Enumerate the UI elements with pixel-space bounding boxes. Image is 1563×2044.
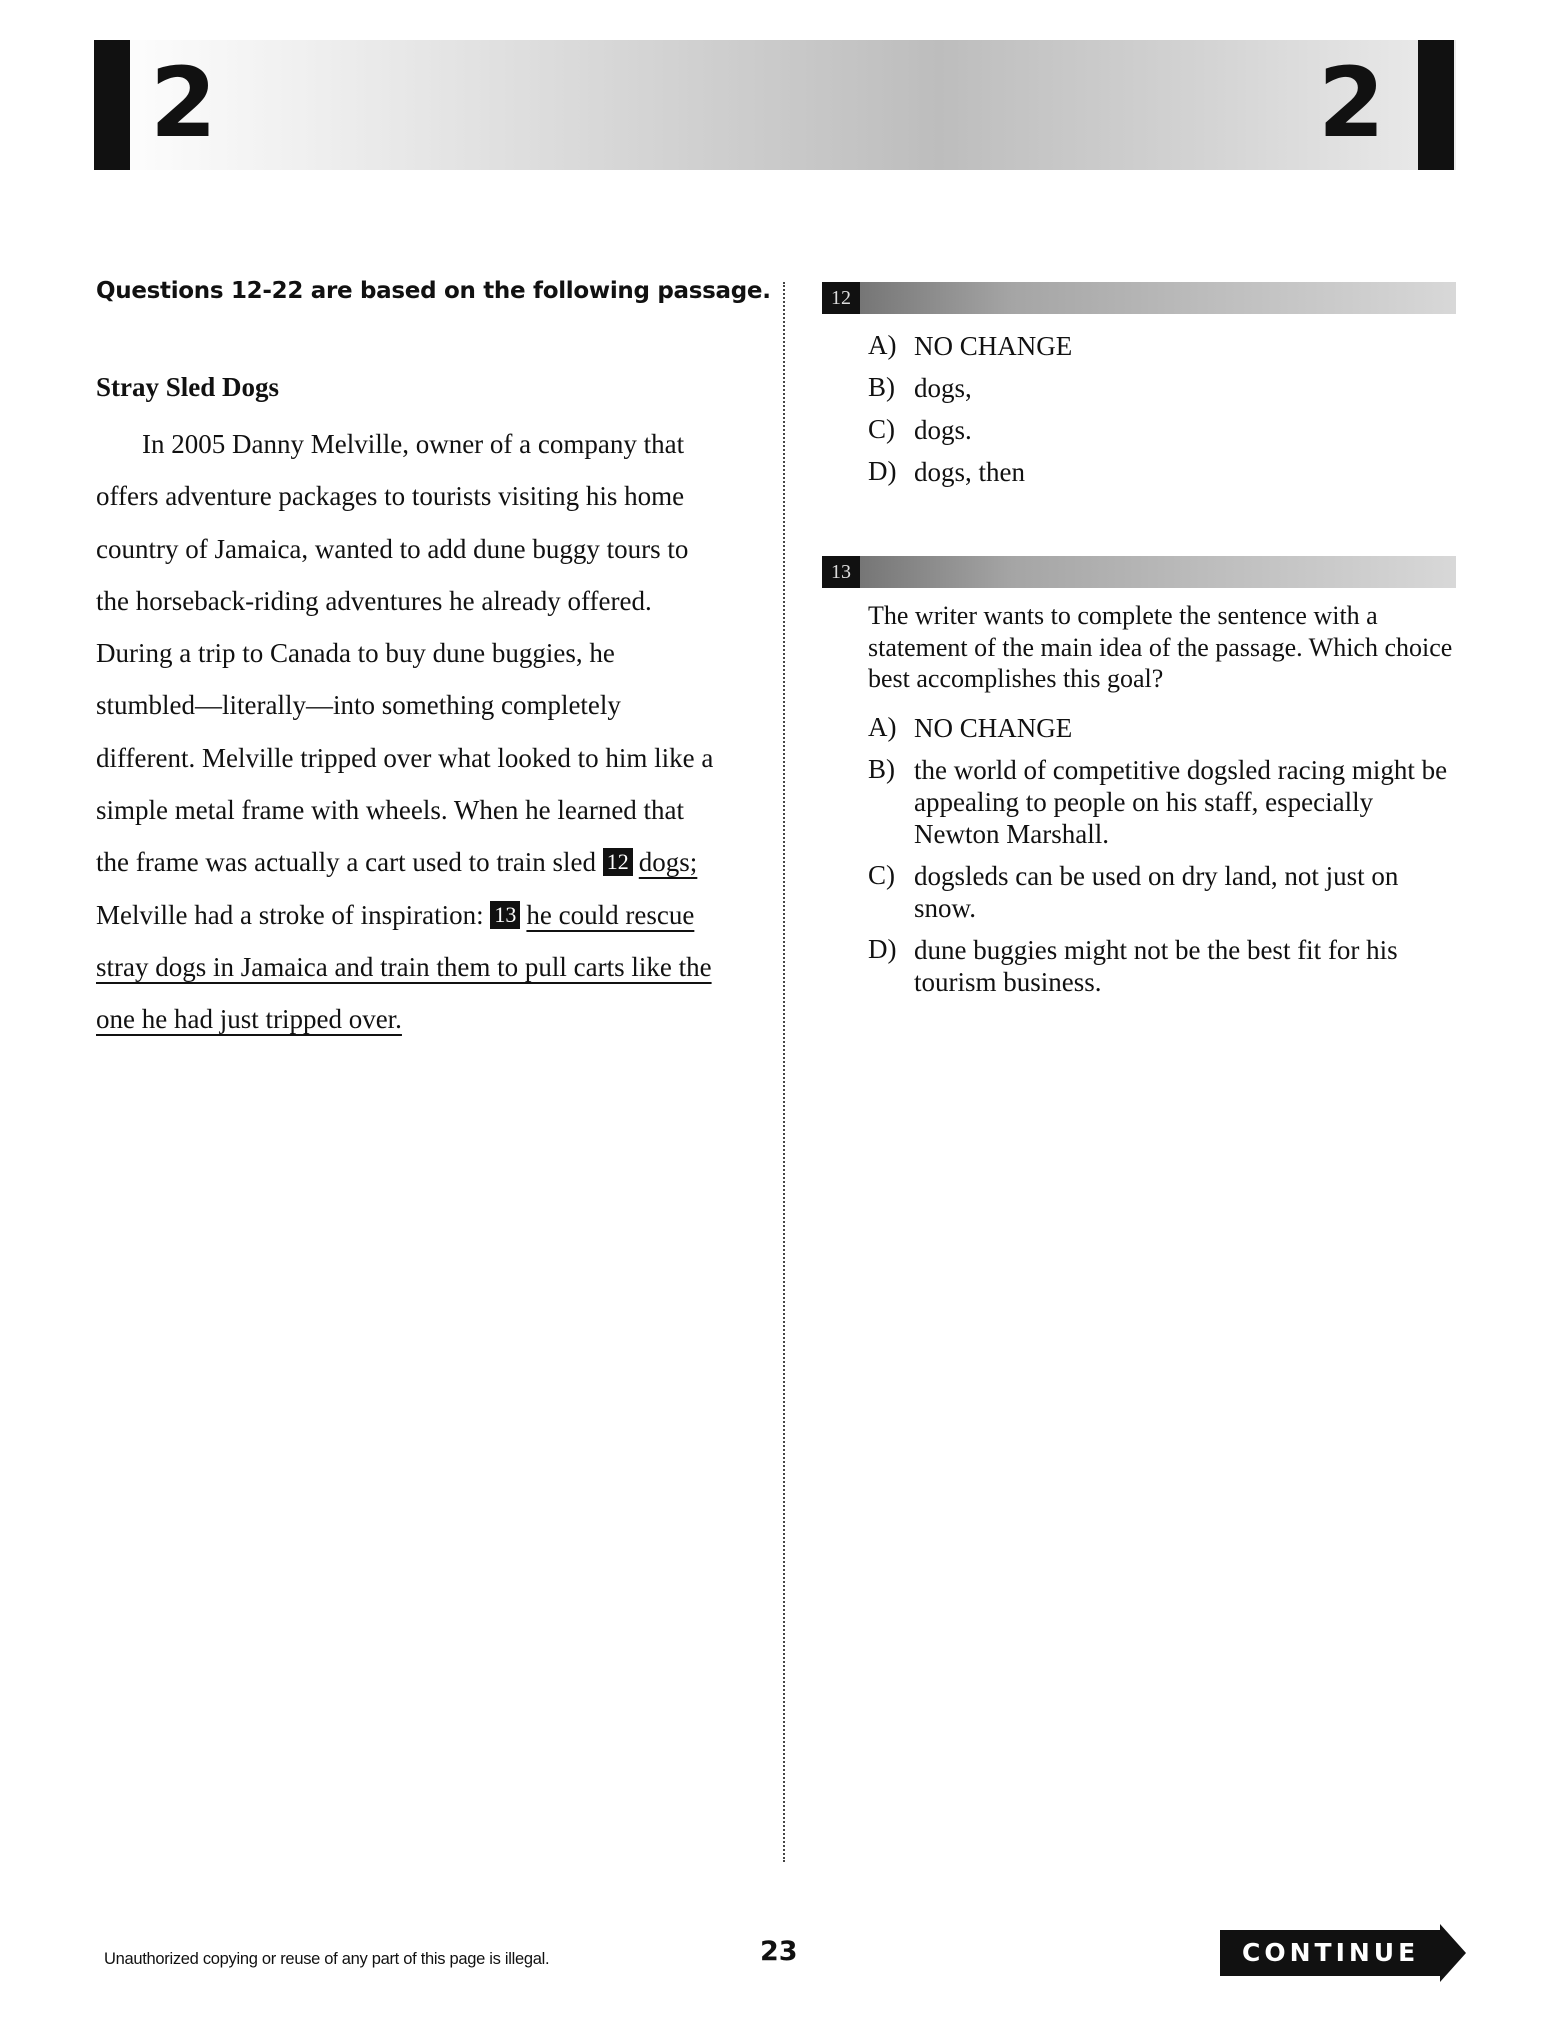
section-header-left-bar [94, 40, 130, 170]
question-13-header [822, 556, 1456, 588]
passage-line: country of Jamaica, wanted to add dune buggy tours to [96, 533, 689, 564]
option-letter: D) [868, 456, 897, 486]
option-text: dogsleds can be used on dry land, not just on snow. [914, 861, 1399, 923]
option-letter: B) [868, 754, 895, 784]
option-letter: A) [868, 330, 897, 360]
copyright-notice: Unauthorized copying or reuse of any part of this page is illegal. [104, 1950, 550, 1968]
column-divider [783, 282, 785, 1862]
passage-text: Melville had a stroke of inspiration: [96, 899, 484, 930]
option-letter: B) [868, 372, 895, 402]
underlined-text-13: he could rescue [526, 899, 695, 930]
passage-title: Stray Sled Dogs [96, 372, 280, 402]
question-marker-13[interactable]: 13 [490, 901, 520, 929]
option-letter: C) [868, 860, 895, 890]
passage-line [96, 993, 746, 1045]
section-header-right-bar [1418, 40, 1454, 170]
section-header-band [96, 40, 1456, 170]
section-number-left: 2 [150, 47, 217, 159]
option-text: NO CHANGE [914, 713, 1073, 743]
continue-button[interactable]: CONTINUE [1220, 1930, 1440, 1976]
passage-text: the frame was actually a cart used to train sled [96, 847, 597, 878]
option-c[interactable] [868, 414, 1458, 456]
option-a[interactable] [868, 712, 1458, 744]
option-text: NO CHANGE [914, 331, 1073, 361]
question-13-number: 13 [822, 556, 860, 588]
passage-line: offers adventure packages to tourists visiting his home [96, 481, 685, 512]
question-marker-12[interactable]: 12 [603, 848, 633, 876]
question-12-header [822, 282, 1456, 314]
option-text: dogs, [914, 373, 972, 403]
option-d[interactable] [868, 456, 1458, 498]
question-13-options [868, 712, 1458, 998]
passage-intro: Questions 12-22 are based on the following passage. [96, 278, 771, 304]
underlined-text-13: one he had just tripped over. [96, 1004, 402, 1035]
passage-line: simple metal frame with wheels. When he learned that [96, 795, 685, 826]
option-b[interactable] [868, 754, 1458, 850]
section-number-right: 2 [1318, 47, 1385, 159]
passage-line [96, 889, 746, 941]
passage-body [96, 418, 746, 1046]
option-d[interactable] [868, 934, 1458, 998]
option-text: dune buggies might not be the best fit for his tourism business. [914, 935, 1398, 997]
passage-line: During a trip to Canada to buy dune buggies, he [96, 638, 615, 669]
passage-line [96, 941, 746, 993]
option-letter: D) [868, 934, 897, 964]
passage-line: In 2005 Danny Melville, owner of a company that [142, 429, 685, 459]
passage-line [96, 836, 746, 888]
option-text: the world of competitive dogsled racing might be appealing to people on his staff, especially Newton Marshall. [914, 755, 1448, 849]
passage-line: stumbled—literally—into something completely [96, 690, 621, 721]
option-letter: C) [868, 414, 895, 444]
option-a[interactable] [868, 330, 1458, 372]
question-12-options [868, 330, 1458, 498]
option-c[interactable] [868, 860, 1458, 924]
option-text: dogs, then [914, 457, 1025, 487]
continue-arrow-icon[interactable] [1440, 1924, 1466, 1982]
option-letter: A) [868, 712, 897, 742]
question-13-stem: The writer wants to complete the sentence with a statement of the main idea of the passage. Which choice best accomplishes this goal? [868, 601, 1453, 693]
question-12-number: 12 [822, 282, 860, 314]
underlined-text-13: stray dogs in Jamaica and train them to pull carts like the [96, 951, 712, 982]
passage-line: different. Melville tripped over what looked to him like a [96, 742, 714, 773]
page-number: 23 [760, 1936, 798, 1967]
underlined-text-12: dogs; [638, 847, 698, 878]
option-b[interactable] [868, 372, 1458, 414]
option-text: dogs. [914, 415, 972, 445]
passage-line: the horseback-riding adventures he already offered. [96, 585, 652, 616]
